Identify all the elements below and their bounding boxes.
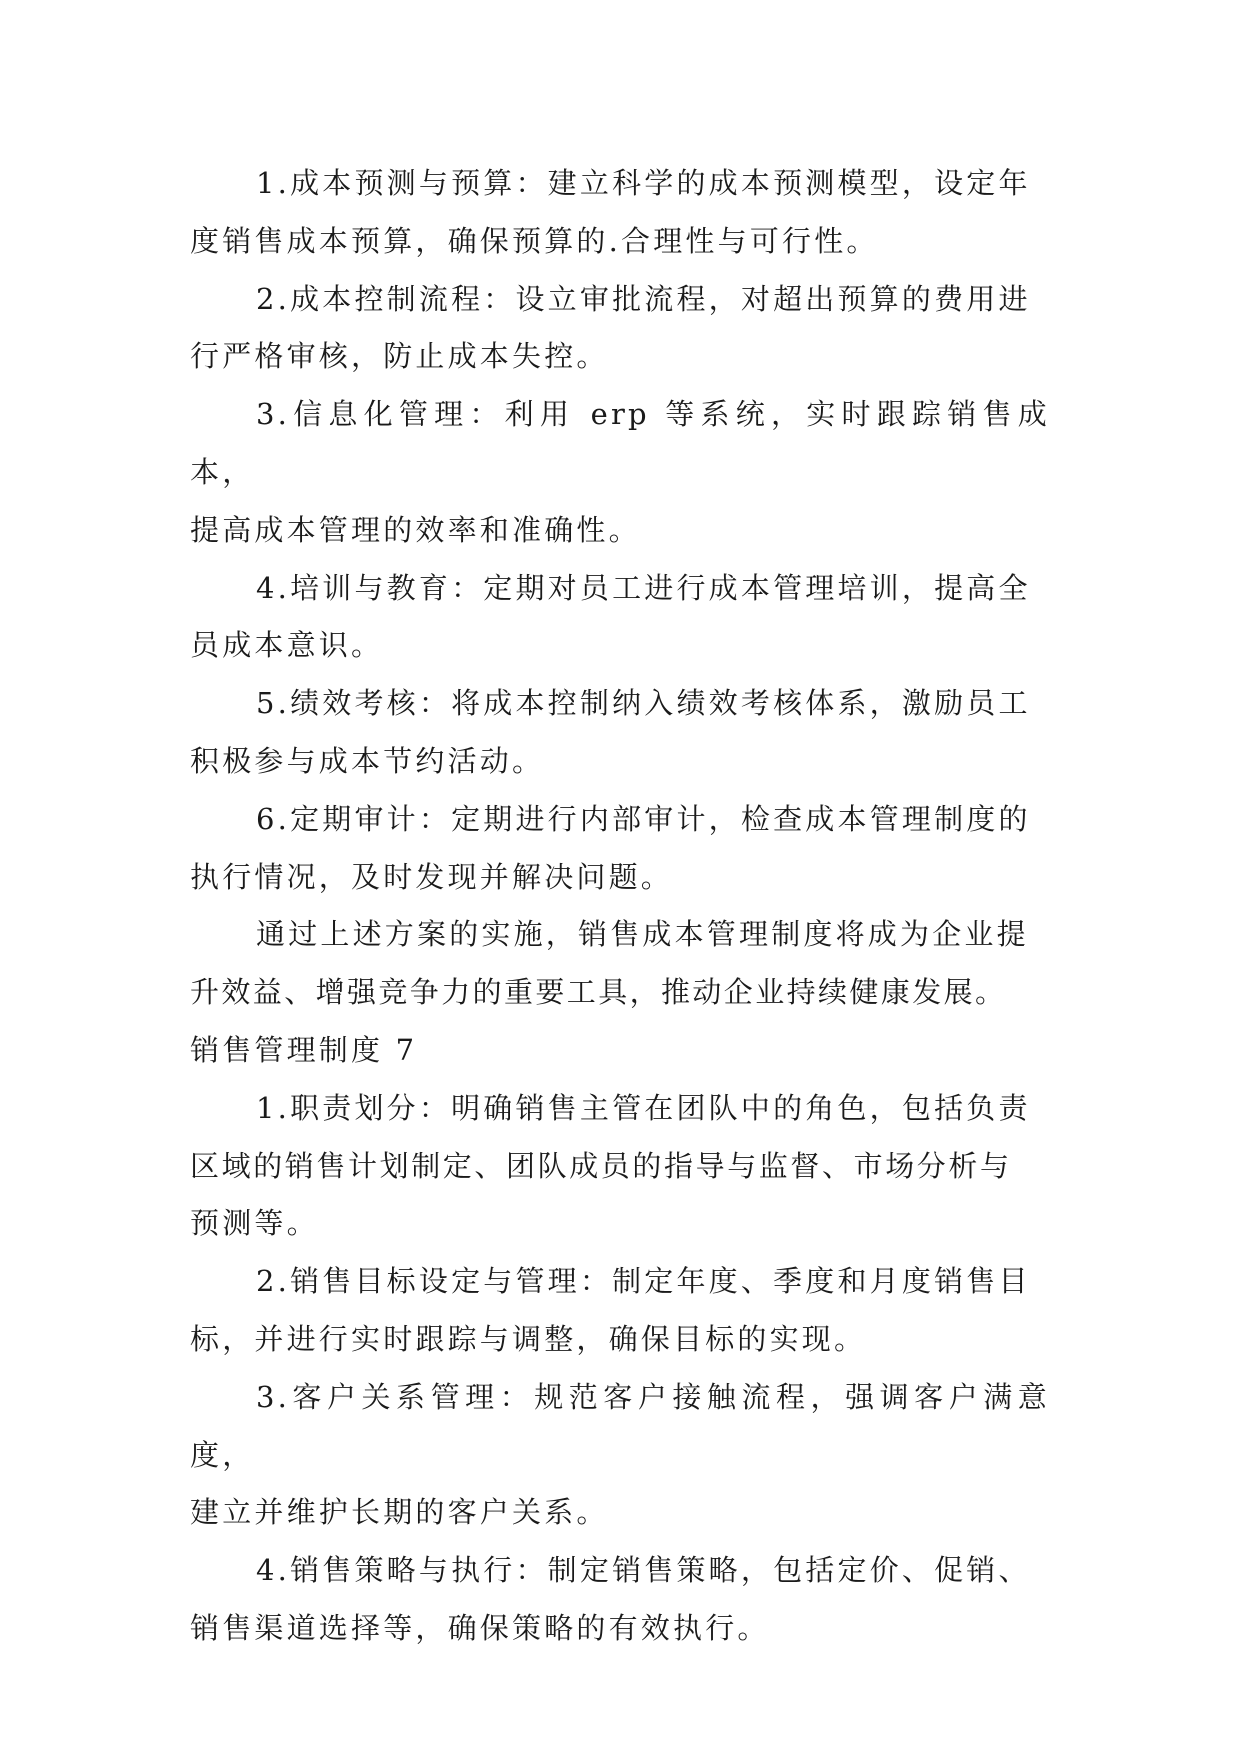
text-line: 标，并进行实时跟踪与调整，确保目标的实现。: [190, 1321, 867, 1356]
text-line: 4.销售策略与执行：制定销售策略，包括定价、促销、: [256, 1553, 1031, 1588]
text-line: 执行情况，及时发现并解决问题。: [190, 859, 674, 894]
text-line: 1.成本预测与预算：建立科学的成本预测模型，设定年: [256, 166, 1031, 200]
text-line: 3.客户关系管理：规范客户接触流程，强调客户满意度，: [190, 1379, 1050, 1472]
text-line: 1.职责划分：明确销售主管在团队中的角色，包括负责: [256, 1090, 1031, 1125]
section-heading: 销售管理制度 7: [190, 1032, 418, 1067]
text-line: 度销售成本预算，确保预算的.合理性与可行性。: [190, 223, 879, 258]
text-line: 5.绩效考核：将成本控制纳入绩效考核体系，激励员工: [256, 686, 1031, 721]
text-line: 员成本意识。: [190, 628, 384, 663]
text-line: 升效益、增强竞争力的重要工具，推动企业持续健康发展。: [190, 975, 1007, 1010]
text-line: 积极参与成本节约活动。: [190, 743, 545, 778]
document-page: [190, 155, 1050, 1658]
text-line: 6.定期审计：定期进行内部审计，检查成本管理制度的: [256, 801, 1031, 836]
text-line: 提高成本管理的效率和准确性。: [190, 512, 641, 547]
paragraph-audit: [190, 791, 1050, 907]
paragraph-cost-control: [190, 271, 1050, 387]
paragraph-performance: [190, 675, 1050, 791]
text-line: 预测等。: [190, 1206, 319, 1241]
text-line: 区域的销售计划制定、团队成员的指导与监督、市场分析与: [190, 1148, 1012, 1183]
paragraph-responsibilities: [190, 1080, 1050, 1253]
paragraph-sales-strategy: [190, 1542, 1050, 1658]
paragraph-sales-targets: [190, 1253, 1050, 1369]
paragraph-it-management: [190, 386, 1050, 559]
text-line: 销售渠道选择等，确保策略的有效执行。: [190, 1610, 770, 1645]
text-line: 2.销售目标设定与管理：制定年度、季度和月度销售目: [256, 1264, 1031, 1299]
text-line: 2.成本控制流程：设立审批流程，对超出预算的费用进: [256, 281, 1031, 316]
text-line: 建立并维护长期的客户关系。: [190, 1495, 609, 1530]
paragraph-customer-relations: [190, 1369, 1050, 1542]
text-line: 行严格审核，防止成本失控。: [190, 339, 609, 374]
text-line: 4.培训与教育：定期对员工进行成本管理培训，提高全: [256, 570, 1031, 605]
paragraph-cost-forecast: [190, 155, 1050, 271]
paragraph-conclusion: [190, 906, 1050, 1022]
paragraph-training: [190, 560, 1050, 676]
text-line: 通过上述方案的实施，销售成本管理制度将成为企业提: [256, 917, 1029, 952]
text-line: 3.信息化管理：利用 erp 等系统，实时跟踪销售成本，: [190, 397, 1050, 489]
